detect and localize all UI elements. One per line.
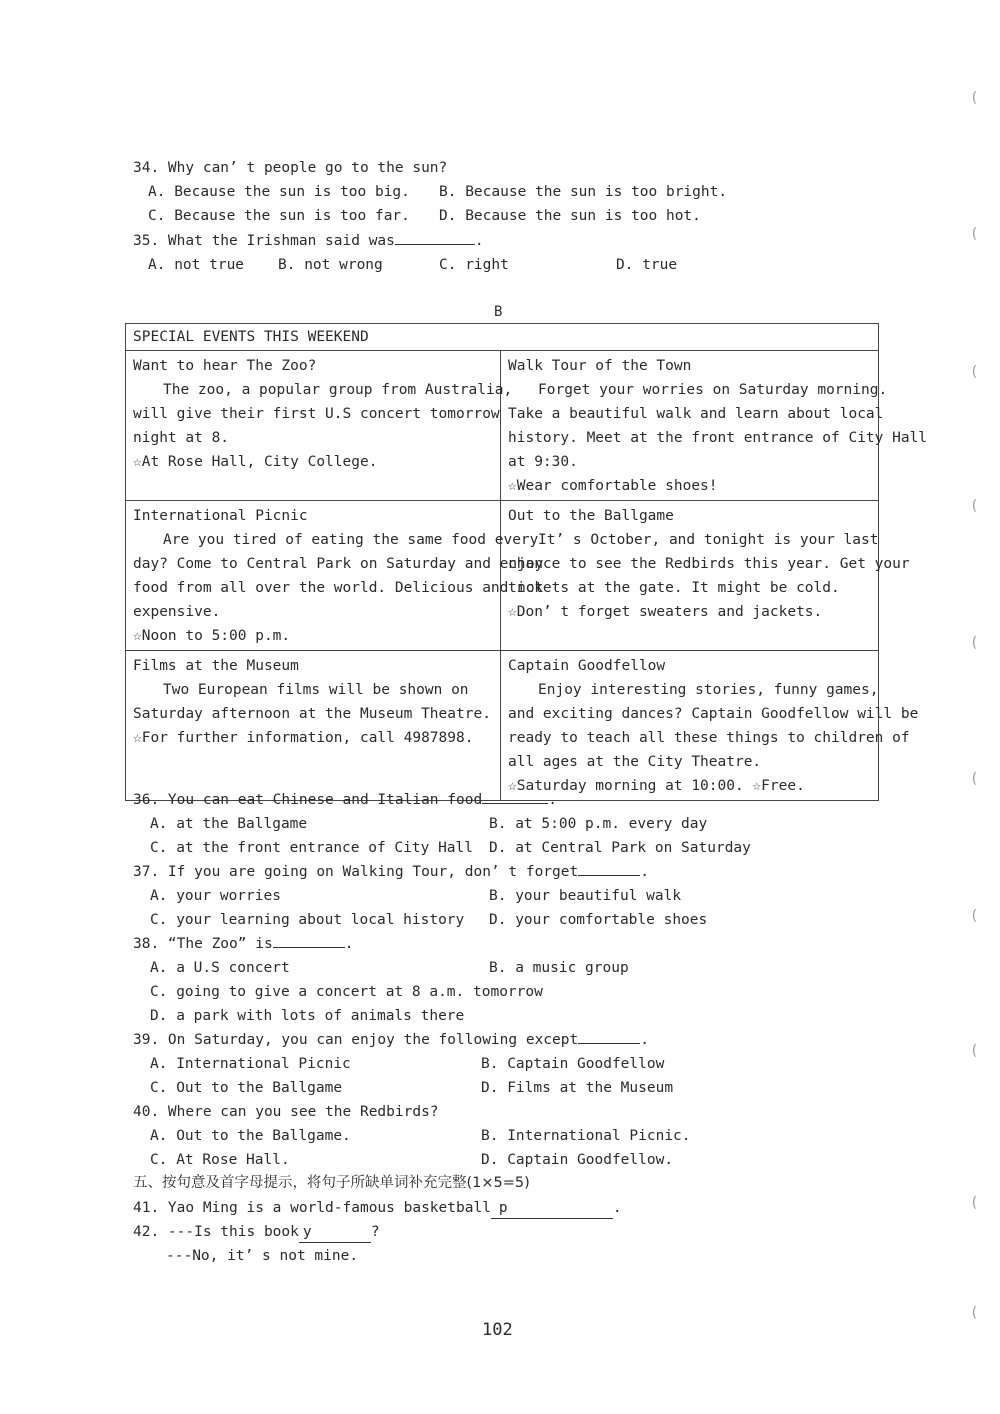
- event-text: and exciting dances? Captain Goodfellow will be: [508, 706, 919, 722]
- event-text: will give their first U.S concert tomorrow: [133, 406, 500, 422]
- question-39-stem: [133, 1030, 649, 1050]
- question-42-text: 42. ---Is this book: [133, 1224, 299, 1240]
- question-35-stem-end: .: [474, 233, 484, 249]
- question-40-option-a: A. Out to the Ballgame.: [150, 1128, 351, 1144]
- question-37-stem: [133, 862, 649, 882]
- answer-blank[interactable]: [482, 803, 548, 804]
- event-note: ☆Wear comfortable shoes!: [508, 478, 718, 494]
- binding-mark: (: [970, 90, 979, 106]
- question-35-option-a: A. not true: [148, 257, 245, 273]
- event-cell-ballgame: [501, 501, 910, 651]
- binding-mark: (: [970, 364, 979, 380]
- binding-mark: (: [970, 226, 979, 242]
- event-text: night at 8.: [133, 430, 230, 446]
- binding-mark: (: [970, 635, 979, 651]
- question-40-option-c: C. At Rose Hall.: [150, 1152, 290, 1168]
- question-35-option-d: D. true: [616, 257, 678, 273]
- question-36-option-c: C. at the front entrance of City Hall: [150, 840, 474, 856]
- answer-blank[interactable]: [395, 244, 475, 245]
- binding-mark: (: [970, 498, 979, 514]
- binding-mark: (: [970, 908, 979, 924]
- question-35-option-c: C. right: [439, 257, 509, 273]
- event-title: Walk Tour of the Town: [508, 358, 692, 374]
- binding-mark: (: [970, 1305, 979, 1321]
- binding-mark: (: [970, 1195, 979, 1211]
- event-cell-films: [126, 651, 501, 801]
- question-35-option-b: B. not wrong: [278, 257, 383, 273]
- question-39-option-c: C. Out to the Ballgame: [150, 1080, 343, 1096]
- event-title: Films at the Museum: [133, 658, 299, 674]
- question-38-option-c: C. going to give a concert at 8 a.m. tomorrow: [150, 984, 543, 1000]
- answer-blank[interactable]: [273, 947, 345, 948]
- question-38-text: 38. “The Zoo” is: [133, 936, 273, 952]
- event-cell-picnic: [126, 501, 544, 651]
- question-37-option-a: A. your worries: [150, 888, 281, 904]
- event-text: Forget your worries on Saturday morning.: [538, 382, 888, 398]
- question-39-option-d: D. Films at the Museum: [481, 1080, 674, 1096]
- question-40-option-b: B. International Picnic.: [481, 1128, 691, 1144]
- question-37-option-d: D. your comfortable shoes: [489, 912, 708, 928]
- first-letter-hint: y: [302, 1224, 312, 1240]
- question-38-option-b: B. a music group: [489, 960, 629, 976]
- event-text: Take a beautiful walk and learn about local: [508, 406, 884, 422]
- event-cell-zoo: [126, 351, 513, 501]
- event-text: Two European films will be shown on: [163, 682, 469, 698]
- question-37-text: 37. If you are going on Walking Tour, don’ t forget: [133, 864, 579, 880]
- event-text: It’ s October, and tonight is your last: [538, 532, 879, 548]
- question-37-end: .: [640, 864, 649, 880]
- event-text: expensive.: [133, 604, 221, 620]
- question-42-end: ?: [370, 1224, 380, 1240]
- event-text: Are you tired of eating the same food every: [163, 532, 539, 548]
- question-37-option-b: B. your beautiful walk: [489, 888, 682, 904]
- event-text: at 9:30.: [508, 454, 578, 470]
- question-34-option-d: D. Because the sun is too hot.: [439, 208, 701, 224]
- binding-mark: (: [970, 1043, 979, 1059]
- event-note: ☆Saturday morning at 10:00. ☆Free.: [508, 778, 805, 794]
- question-37-option-c: C. your learning about local history: [150, 912, 465, 928]
- question-36-stem: [133, 790, 557, 810]
- question-39-text: 39. On Saturday, you can enjoy the following except: [133, 1032, 579, 1048]
- question-38-option-a: A. a U.S concert: [150, 960, 290, 976]
- question-34-stem: 34. Why can’ t people go to the sun?: [133, 160, 448, 176]
- question-36-text: 36. You can eat Chinese and Italian food: [133, 792, 483, 808]
- event-title: Captain Goodfellow: [508, 658, 666, 674]
- event-title: International Picnic: [133, 508, 308, 524]
- event-text: history. Meet at the front entrance of City Hall: [508, 430, 928, 446]
- question-36-option-b: B. at 5:00 p.m. every day: [489, 816, 708, 832]
- question-38-option-d: D. a park with lots of animals there: [150, 1008, 465, 1024]
- event-title: Out to the Ballgame: [508, 508, 674, 524]
- question-38-stem: [133, 934, 353, 954]
- question-34-option-c: C. Because the sun is too far.: [148, 208, 410, 224]
- question-34-option-a: A. Because the sun is too big.: [148, 184, 410, 200]
- question-42-reply: ---No, it’ s not mine.: [166, 1248, 359, 1264]
- question-40-option-d: D. Captain Goodfellow.: [481, 1152, 674, 1168]
- events-table-header: SPECIAL EVENTS THIS WEEKEND: [126, 324, 879, 351]
- question-39-option-a: A. International Picnic: [150, 1056, 351, 1072]
- answer-blank[interactable]: [578, 875, 640, 876]
- event-text: Enjoy interesting stories, funny games,: [538, 682, 879, 698]
- question-42-stem: [133, 1222, 380, 1243]
- question-36-end: .: [548, 792, 557, 808]
- question-41-stem: [133, 1198, 622, 1219]
- question-38-end: .: [344, 936, 354, 952]
- event-text: tickets at the gate. It might be cold.: [508, 580, 840, 596]
- question-36-option-a: A. at the Ballgame: [150, 816, 308, 832]
- event-text: Saturday afternoon at the Museum Theatre.: [133, 706, 491, 722]
- binding-mark: (: [970, 771, 979, 787]
- question-41-end: .: [612, 1200, 622, 1216]
- event-text: ready to teach all these things to children of: [508, 730, 910, 746]
- event-note: ☆For further information, call 4987898.: [133, 730, 474, 746]
- section-5-title: 五、按句意及首字母提示，将句子所缺单词补充完整(1×5=5): [133, 1175, 530, 1191]
- question-40-stem: 40. Where can you see the Redbirds?: [133, 1104, 439, 1120]
- event-note: ☆At Rose Hall, City College.: [133, 454, 378, 470]
- event-cell-walk-tour: [501, 351, 928, 501]
- event-title: Want to hear The Zoo?: [133, 358, 317, 374]
- question-39-end: .: [640, 1032, 649, 1048]
- section-b-label: B: [494, 304, 503, 320]
- answer-blank[interactable]: [578, 1043, 640, 1044]
- event-note: ☆Don’ t forget sweaters and jackets.: [508, 604, 823, 620]
- question-35-stem: [133, 231, 484, 251]
- question-41-text: 41. Yao Ming is a world-famous basketball: [133, 1200, 491, 1216]
- answer-blank[interactable]: [491, 1198, 613, 1219]
- event-text: day? Come to Central Park on Saturday and enjoy: [133, 556, 544, 572]
- question-39-option-b: B. Captain Goodfellow: [481, 1056, 665, 1072]
- question-35-stem-text: 35. What the Irishman said was: [133, 233, 395, 249]
- event-text: all ages at the City Theatre.: [508, 754, 762, 770]
- events-table: [125, 323, 928, 801]
- question-36-option-d: D. at Central Park on Saturday: [489, 840, 751, 856]
- event-text: food from all over the world. Delicious and not: [133, 580, 544, 596]
- page-number: 102: [482, 1320, 513, 1340]
- answer-blank[interactable]: [299, 1222, 371, 1243]
- event-text: chance to see the Redbirds this year. Get your: [508, 556, 910, 572]
- event-note: ☆Noon to 5:00 p.m.: [133, 628, 291, 644]
- first-letter-hint: p: [498, 1200, 508, 1216]
- event-text: The zoo, a popular group from Australia,: [163, 382, 513, 398]
- question-34-option-b: B. Because the sun is too bright.: [439, 184, 728, 200]
- event-cell-captain: [501, 651, 919, 801]
